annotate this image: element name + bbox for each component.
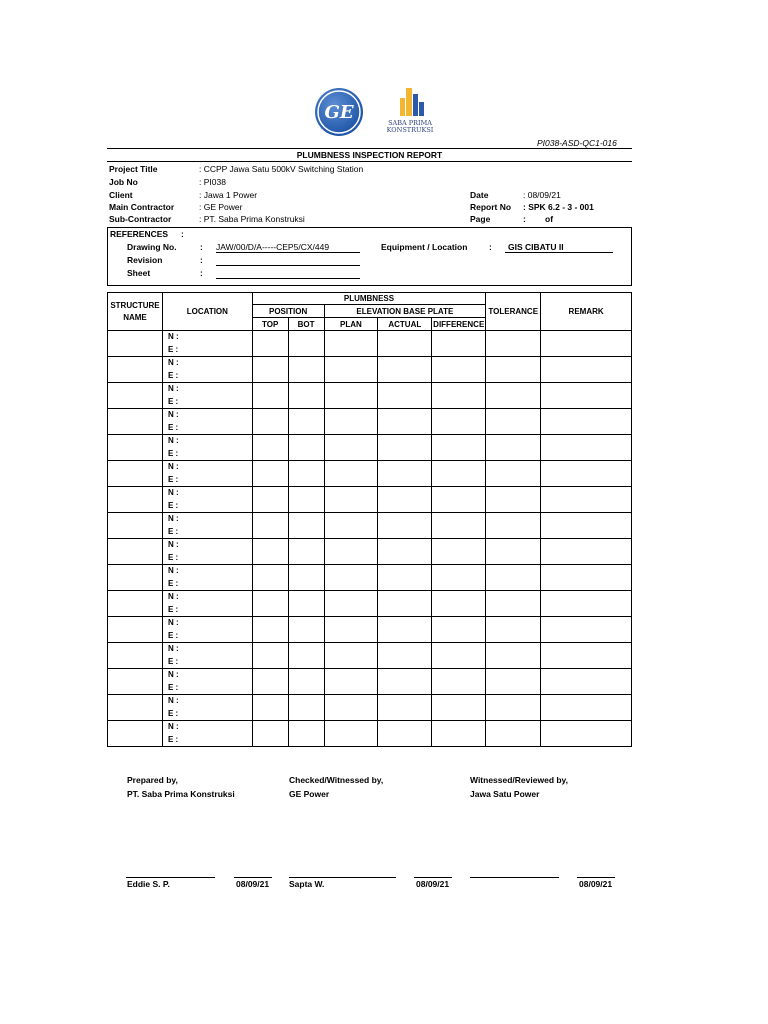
location-cell[interactable]: [162, 695, 252, 721]
tolerance-cell[interactable]: [486, 643, 541, 669]
checked-by-label: Checked/Witnessed by,: [289, 775, 384, 785]
northing-label: N :: [167, 566, 179, 575]
actual-cell[interactable]: [378, 669, 432, 695]
plan-cell[interactable]: [324, 331, 378, 357]
easting-label: E :: [167, 422, 179, 432]
plan-header: PLAN: [324, 318, 378, 331]
northing-label: N :: [167, 358, 179, 367]
easting-label: E :: [167, 552, 179, 562]
bot-cell[interactable]: [288, 409, 324, 435]
table-row: [108, 487, 632, 513]
checked-by-company: GE Power: [289, 789, 330, 799]
top-cell[interactable]: [252, 513, 288, 539]
northing-label: N :: [167, 618, 179, 627]
actual-header: ACTUAL: [378, 318, 432, 331]
bot-cell[interactable]: [288, 461, 324, 487]
top-cell[interactable]: [252, 331, 288, 357]
remark-cell[interactable]: [541, 669, 632, 695]
structure-name-cell[interactable]: [108, 357, 163, 383]
difference-cell[interactable]: [432, 331, 486, 357]
table-row: [108, 435, 632, 461]
actual-cell[interactable]: [378, 721, 432, 747]
remark-cell[interactable]: [541, 383, 632, 409]
sub-contractor-value: : PT. Saba Prima Konstruksi: [199, 214, 305, 224]
drawing-no-value: JAW/00/D/A-----CEP5/CX/449: [216, 242, 330, 252]
location-cell[interactable]: [162, 435, 252, 461]
bot-cell[interactable]: [288, 487, 324, 513]
structure-name-cell[interactable]: [108, 409, 163, 435]
top-cell[interactable]: [252, 643, 288, 669]
table-row: [108, 409, 632, 435]
revision-underline: [216, 265, 360, 266]
tolerance-cell[interactable]: [486, 409, 541, 435]
job-no-value: : PI038: [199, 177, 226, 187]
project-title-value: : CCPP Jawa Satu 500kV Switching Station: [199, 164, 364, 174]
structure-name-cell[interactable]: [108, 565, 163, 591]
actual-cell[interactable]: [378, 435, 432, 461]
tolerance-cell[interactable]: [486, 721, 541, 747]
table-row: [108, 513, 632, 539]
northing-label: N :: [167, 384, 179, 393]
ge-logo-text: GE: [324, 102, 354, 123]
sub-contractor-label: Sub-Contractor: [109, 214, 172, 224]
difference-cell[interactable]: [432, 487, 486, 513]
top-cell[interactable]: [252, 461, 288, 487]
actual-cell[interactable]: [378, 539, 432, 565]
references-box: [107, 227, 632, 286]
sheet-underline: [216, 278, 360, 279]
witnessed-date: 08/09/21: [579, 879, 613, 889]
prepared-date: 08/09/21: [236, 879, 270, 889]
tolerance-cell[interactable]: [486, 695, 541, 721]
actual-cell[interactable]: [378, 487, 432, 513]
structure-name-cell[interactable]: [108, 617, 163, 643]
spk-logo-line1: SABA PRIMA: [388, 119, 432, 127]
bot-cell[interactable]: [288, 383, 324, 409]
top-cell[interactable]: [252, 487, 288, 513]
table-row: [108, 331, 632, 357]
revision-colon: :: [200, 255, 203, 265]
bot-cell[interactable]: [288, 565, 324, 591]
project-title-label: Project Title: [109, 164, 158, 174]
structure-name-cell[interactable]: [108, 435, 163, 461]
tolerance-cell[interactable]: [486, 487, 541, 513]
location-cell[interactable]: [162, 565, 252, 591]
easting-label: E :: [167, 708, 179, 718]
easting-label: E :: [167, 630, 179, 640]
actual-cell[interactable]: [378, 357, 432, 383]
plan-cell[interactable]: [324, 409, 378, 435]
difference-cell[interactable]: [432, 461, 486, 487]
bot-cell[interactable]: [288, 617, 324, 643]
remark-cell[interactable]: [541, 461, 632, 487]
remark-cell[interactable]: [541, 409, 632, 435]
job-no-label: Job No: [109, 177, 138, 187]
top-cell[interactable]: [252, 539, 288, 565]
tolerance-header: TOLERANCE: [486, 293, 541, 331]
location-cell[interactable]: [162, 591, 252, 617]
difference-cell[interactable]: [432, 513, 486, 539]
elevation-header: ELEVATION BASE PLATE: [324, 305, 486, 318]
checked-signature-line: [289, 877, 396, 878]
document-code: PI038-ASD-QC1-016: [537, 138, 617, 148]
difference-cell[interactable]: [432, 383, 486, 409]
remark-cell[interactable]: [541, 357, 632, 383]
structure-name-cell[interactable]: [108, 383, 163, 409]
structure-name-header: STRUCTURE NAME: [108, 293, 163, 331]
location-cell[interactable]: [162, 461, 252, 487]
remark-cell[interactable]: [541, 643, 632, 669]
actual-cell[interactable]: [378, 695, 432, 721]
location-cell[interactable]: [162, 487, 252, 513]
easting-label: E :: [167, 656, 179, 666]
easting-label: E :: [167, 682, 179, 692]
ge-monogram-icon: [315, 88, 363, 136]
structure-name-cell[interactable]: [108, 331, 163, 357]
bot-cell[interactable]: [288, 591, 324, 617]
remark-cell[interactable]: [541, 721, 632, 747]
northing-label: N :: [167, 436, 179, 445]
witnessed-by-label: Witnessed/Reviewed by,: [470, 775, 569, 785]
plan-cell[interactable]: [324, 643, 378, 669]
title-top-rule: [107, 148, 632, 149]
difference-cell[interactable]: [432, 669, 486, 695]
location-cell[interactable]: [162, 669, 252, 695]
difference-cell[interactable]: [432, 565, 486, 591]
table-row: [108, 617, 632, 643]
northing-label: N :: [167, 722, 179, 731]
remark-cell[interactable]: [541, 513, 632, 539]
plan-cell[interactable]: [324, 435, 378, 461]
location-header: LOCATION: [162, 293, 252, 331]
easting-label: E :: [167, 370, 179, 380]
tolerance-cell[interactable]: [486, 383, 541, 409]
easting-label: E :: [167, 526, 179, 536]
page-value: :: [523, 214, 526, 224]
remark-cell[interactable]: [541, 331, 632, 357]
remark-header: REMARK: [541, 293, 632, 331]
bot-cell[interactable]: [288, 695, 324, 721]
revision-label: Revision: [127, 255, 163, 265]
remark-cell[interactable]: [541, 539, 632, 565]
page-label: Page: [470, 214, 491, 224]
easting-label: E :: [167, 448, 179, 458]
ge-logo: [315, 88, 363, 136]
actual-cell[interactable]: [378, 643, 432, 669]
report-no-value: : SPK 6.2 - 3 - 001: [523, 202, 594, 212]
easting-label: E :: [167, 604, 179, 614]
table-row: [108, 539, 632, 565]
northing-label: N :: [167, 592, 179, 601]
bot-header: BOT: [288, 318, 324, 331]
witnessed-date-line: [577, 877, 615, 878]
position-header: POSITION: [252, 305, 324, 318]
northing-label: N :: [167, 462, 179, 471]
plan-cell[interactable]: [324, 539, 378, 565]
plan-cell[interactable]: [324, 617, 378, 643]
northing-label: N :: [167, 514, 179, 523]
witnessed-signature-line: [470, 877, 559, 878]
actual-cell[interactable]: [378, 513, 432, 539]
location-cell[interactable]: [162, 513, 252, 539]
easting-label: E :: [167, 474, 179, 484]
remark-cell[interactable]: [541, 435, 632, 461]
table-row: [108, 721, 632, 747]
drawing-no-underline: [216, 252, 360, 253]
actual-cell[interactable]: [378, 617, 432, 643]
witnessed-by-company: Jawa Satu Power: [470, 789, 540, 799]
checked-date: 08/09/21: [416, 879, 450, 889]
prepared-signature-line: [126, 877, 215, 878]
location-cell[interactable]: [162, 409, 252, 435]
bot-cell[interactable]: [288, 669, 324, 695]
difference-cell[interactable]: [432, 695, 486, 721]
top-cell[interactable]: [252, 617, 288, 643]
equipment-location-colon: :: [489, 242, 492, 252]
report-no-label: Report No: [470, 202, 512, 212]
tolerance-cell[interactable]: [486, 539, 541, 565]
drawing-no-label: Drawing No.: [127, 242, 177, 252]
actual-cell[interactable]: [378, 331, 432, 357]
difference-header: DIFFERENCE: [433, 319, 485, 329]
table-row: [108, 357, 632, 383]
plan-cell[interactable]: [324, 513, 378, 539]
equipment-location-value: GIS CIBATU II: [508, 242, 564, 252]
northing-label: N :: [167, 670, 179, 679]
checked-date-line: [414, 877, 452, 878]
northing-label: N :: [167, 488, 179, 497]
structure-name-cell[interactable]: [108, 721, 163, 747]
top-cell[interactable]: [252, 357, 288, 383]
structure-name-cell[interactable]: [108, 591, 163, 617]
structure-name-cell[interactable]: [108, 643, 163, 669]
difference-cell[interactable]: [432, 357, 486, 383]
top-cell[interactable]: [252, 435, 288, 461]
structure-name-cell[interactable]: [108, 461, 163, 487]
table-row: [108, 643, 632, 669]
structure-name-cell[interactable]: [108, 487, 163, 513]
equipment-location-underline: [505, 252, 613, 253]
top-cell[interactable]: [252, 695, 288, 721]
northing-label: N :: [167, 540, 179, 549]
table-row: [108, 591, 632, 617]
tolerance-cell[interactable]: [486, 669, 541, 695]
easting-label: E :: [167, 344, 179, 354]
top-header: TOP: [252, 318, 288, 331]
tolerance-cell[interactable]: [486, 591, 541, 617]
plumbness-header: PLUMBNESS: [252, 293, 486, 305]
tolerance-cell[interactable]: [486, 461, 541, 487]
easting-label: E :: [167, 500, 179, 510]
equipment-location-label: Equipment / Location: [381, 242, 468, 252]
top-cell[interactable]: [252, 669, 288, 695]
prepared-date-line: [234, 877, 272, 878]
difference-cell[interactable]: [432, 643, 486, 669]
location-cell[interactable]: [162, 357, 252, 383]
structure-name-cell[interactable]: [108, 539, 163, 565]
remark-cell[interactable]: [541, 695, 632, 721]
plan-cell[interactable]: [324, 669, 378, 695]
bot-cell[interactable]: [288, 539, 324, 565]
prepared-by-label: Prepared by,: [127, 775, 178, 785]
remark-cell[interactable]: [541, 487, 632, 513]
top-cell[interactable]: [252, 721, 288, 747]
location-cell[interactable]: [162, 643, 252, 669]
table-body: [108, 331, 632, 747]
plumbness-table: [107, 292, 632, 747]
table-row: [108, 695, 632, 721]
northing-label: N :: [167, 332, 179, 341]
bot-cell[interactable]: [288, 643, 324, 669]
client-value: : Jawa 1 Power: [199, 190, 258, 200]
prepared-by-company: PT. Saba Prima Konstruksi: [127, 789, 235, 799]
location-cell[interactable]: [162, 383, 252, 409]
plan-cell[interactable]: [324, 695, 378, 721]
plan-cell[interactable]: [324, 357, 378, 383]
saba-prima-logo: [380, 84, 440, 139]
page-of: of: [545, 214, 554, 224]
bot-cell[interactable]: [288, 435, 324, 461]
actual-cell[interactable]: [378, 565, 432, 591]
actual-cell[interactable]: [378, 383, 432, 409]
spk-logo-line2: KONSTRUKSI: [386, 126, 434, 134]
location-cell[interactable]: [162, 617, 252, 643]
references-label: REFERENCES: [110, 229, 169, 239]
difference-cell[interactable]: [432, 409, 486, 435]
location-cell[interactable]: [162, 539, 252, 565]
sheet-label: Sheet: [127, 268, 151, 278]
difference-cell[interactable]: [432, 617, 486, 643]
plan-cell[interactable]: [324, 591, 378, 617]
date-value: : 08/09/21: [523, 190, 561, 200]
tolerance-cell[interactable]: [486, 617, 541, 643]
difference-cell[interactable]: [432, 721, 486, 747]
difference-cell[interactable]: [432, 591, 486, 617]
bot-cell[interactable]: [288, 331, 324, 357]
plan-cell[interactable]: [324, 487, 378, 513]
location-cell[interactable]: [162, 331, 252, 357]
actual-cell[interactable]: [378, 591, 432, 617]
title-bottom-rule: [107, 161, 632, 162]
tolerance-cell[interactable]: [486, 565, 541, 591]
table-row: [108, 669, 632, 695]
table-row: [108, 461, 632, 487]
tolerance-cell[interactable]: [486, 331, 541, 357]
date-label: Date: [470, 190, 489, 200]
actual-cell[interactable]: [378, 461, 432, 487]
plan-cell[interactable]: [324, 565, 378, 591]
checked-name: Sapta W.: [289, 879, 325, 889]
sheet-colon: :: [200, 268, 203, 278]
drawing-no-colon: :: [200, 242, 203, 252]
northing-label: N :: [167, 644, 179, 653]
remark-cell[interactable]: [541, 617, 632, 643]
northing-label: N :: [167, 696, 179, 705]
top-cell[interactable]: [252, 565, 288, 591]
structure-name-cell[interactable]: [108, 669, 163, 695]
references-colon: :: [181, 229, 184, 239]
plan-cell[interactable]: [324, 721, 378, 747]
table-row: [108, 383, 632, 409]
report-title: PLUMBNESS INSPECTION REPORT: [296, 150, 443, 160]
difference-cell[interactable]: [432, 539, 486, 565]
prepared-name: Eddie S. P.: [127, 879, 170, 889]
main-contractor-value: : GE Power: [199, 202, 243, 212]
tolerance-cell[interactable]: [486, 435, 541, 461]
tolerance-cell[interactable]: [486, 513, 541, 539]
bot-cell[interactable]: [288, 357, 324, 383]
top-cell[interactable]: [252, 409, 288, 435]
remark-cell[interactable]: [541, 565, 632, 591]
tolerance-cell[interactable]: [486, 357, 541, 383]
difference-cell[interactable]: [432, 435, 486, 461]
location-cell[interactable]: [162, 721, 252, 747]
easting-label: E :: [167, 578, 179, 588]
northing-label: N :: [167, 410, 179, 419]
top-cell[interactable]: [252, 591, 288, 617]
plan-cell[interactable]: [324, 461, 378, 487]
table-row: [108, 565, 632, 591]
client-label: Client: [109, 190, 133, 200]
plan-cell[interactable]: [324, 383, 378, 409]
top-cell[interactable]: [252, 383, 288, 409]
bot-cell[interactable]: [288, 721, 324, 747]
structure-name-cell[interactable]: [108, 695, 163, 721]
actual-cell[interactable]: [378, 409, 432, 435]
remark-cell[interactable]: [541, 591, 632, 617]
easting-label: E :: [167, 734, 179, 744]
main-contractor-label: Main Contractor: [109, 202, 175, 212]
easting-label: E :: [167, 396, 179, 406]
structure-name-cell[interactable]: [108, 513, 163, 539]
bot-cell[interactable]: [288, 513, 324, 539]
